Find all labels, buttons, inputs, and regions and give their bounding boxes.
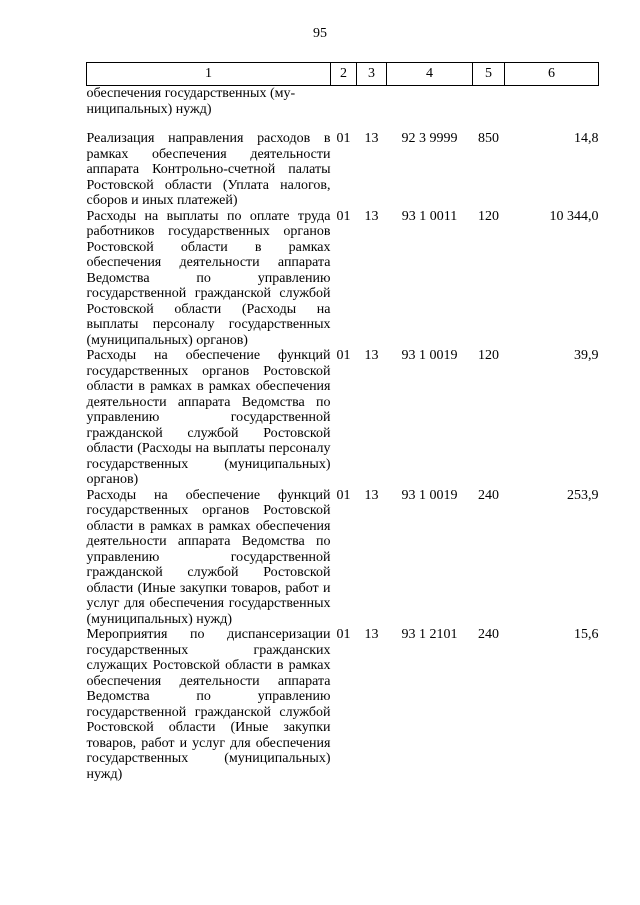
row-target-article: 93 1 0011: [401, 208, 458, 224]
header-col-6: 6: [505, 63, 599, 86]
row-section: 01: [336, 627, 351, 642]
row-amount: 10 344,0: [549, 208, 599, 224]
row-target-article: 93 1 0019: [401, 348, 458, 363]
row-expense-type: 120: [478, 208, 499, 224]
row-amount: 14,8: [574, 131, 599, 146]
page-number: 95: [313, 26, 327, 41]
table-row: [87, 488, 599, 628]
row-target-article: 93 1 2101: [401, 627, 458, 642]
table-header-row: [87, 63, 599, 86]
row-subsection: 13: [364, 487, 379, 503]
header-col-5: 5: [473, 63, 505, 86]
row-description: Мероприятия по диспансеризации государственных гражданских служащих Ростовской области в рамках обеспечения деятельности аппарата Ведомства по управлению государственной гражданской службой Ростовской области (Иные закупки товаров, работ и услуг для обеспечения государственных (муниципальных) нужд): [86, 627, 331, 782]
row-description: Расходы на обеспечение функций государственных органов Ростовской области в рамках в рамках обеспечения деятельности аппарата Ведомства по управлению государственной гражданской службой Ростовской области (Расходы на выплаты персоналу государственных (муниципальных) органов): [86, 348, 331, 487]
row-expense-type: 240: [478, 627, 499, 642]
row-section: 01: [336, 348, 351, 363]
row-description: Расходы на выплаты по оплате труда работников государственных органов Ростовской области в рамках обеспечения деятельности аппарата Ведомства по управлению государственной гражданской службой Ростовской области (Расходы на выплаты персоналу государственных (муниципальных) органов): [86, 208, 331, 348]
row-section: 01: [336, 487, 351, 503]
row-expense-type: 850: [478, 131, 499, 146]
header-col-1: 1: [87, 63, 331, 86]
row-section: 01: [336, 131, 351, 146]
row-subsection: 13: [364, 348, 379, 363]
table-row: [87, 209, 599, 349]
row-description: обеспечения государственных (му- ниципальных) нужд): [86, 86, 296, 117]
row-amount: 39,9: [574, 348, 599, 363]
row-amount: 253,9: [567, 487, 599, 503]
row-target-article: 93 1 0019: [401, 487, 458, 503]
row-amount: 15,6: [574, 627, 599, 642]
header-col-2: 2: [331, 63, 357, 86]
table-row: [87, 348, 599, 488]
table-row: [87, 627, 599, 782]
row-subsection: 13: [364, 131, 379, 146]
table-row: [87, 86, 599, 132]
row-section: 01: [336, 208, 351, 224]
header-col-4: 4: [387, 63, 473, 86]
budget-table: [86, 62, 599, 782]
header-col-3: 3: [357, 63, 387, 86]
row-description: Реализация направления расходов в рамках обеспечения деятельности аппарата Контрольно-счетной палаты Ростовской области (Уплата налогов, сборов и иных платежей): [86, 131, 331, 208]
row-target-article: 92 3 9999: [401, 131, 458, 146]
row-expense-type: 120: [478, 348, 499, 363]
row-expense-type: 240: [478, 487, 499, 503]
row-subsection: 13: [364, 627, 379, 642]
row-description: Расходы на обеспечение функций государственных органов Ростовской области в рамках в рамках обеспечения деятельности аппарата Ведомства по управлению государственной гражданской службой Ростовской области (Иные закупки товаров, работ и услуг для обеспечения государственных (муниципальных) нужд): [86, 487, 331, 627]
row-subsection: 13: [364, 208, 379, 224]
table-row: [87, 131, 599, 209]
